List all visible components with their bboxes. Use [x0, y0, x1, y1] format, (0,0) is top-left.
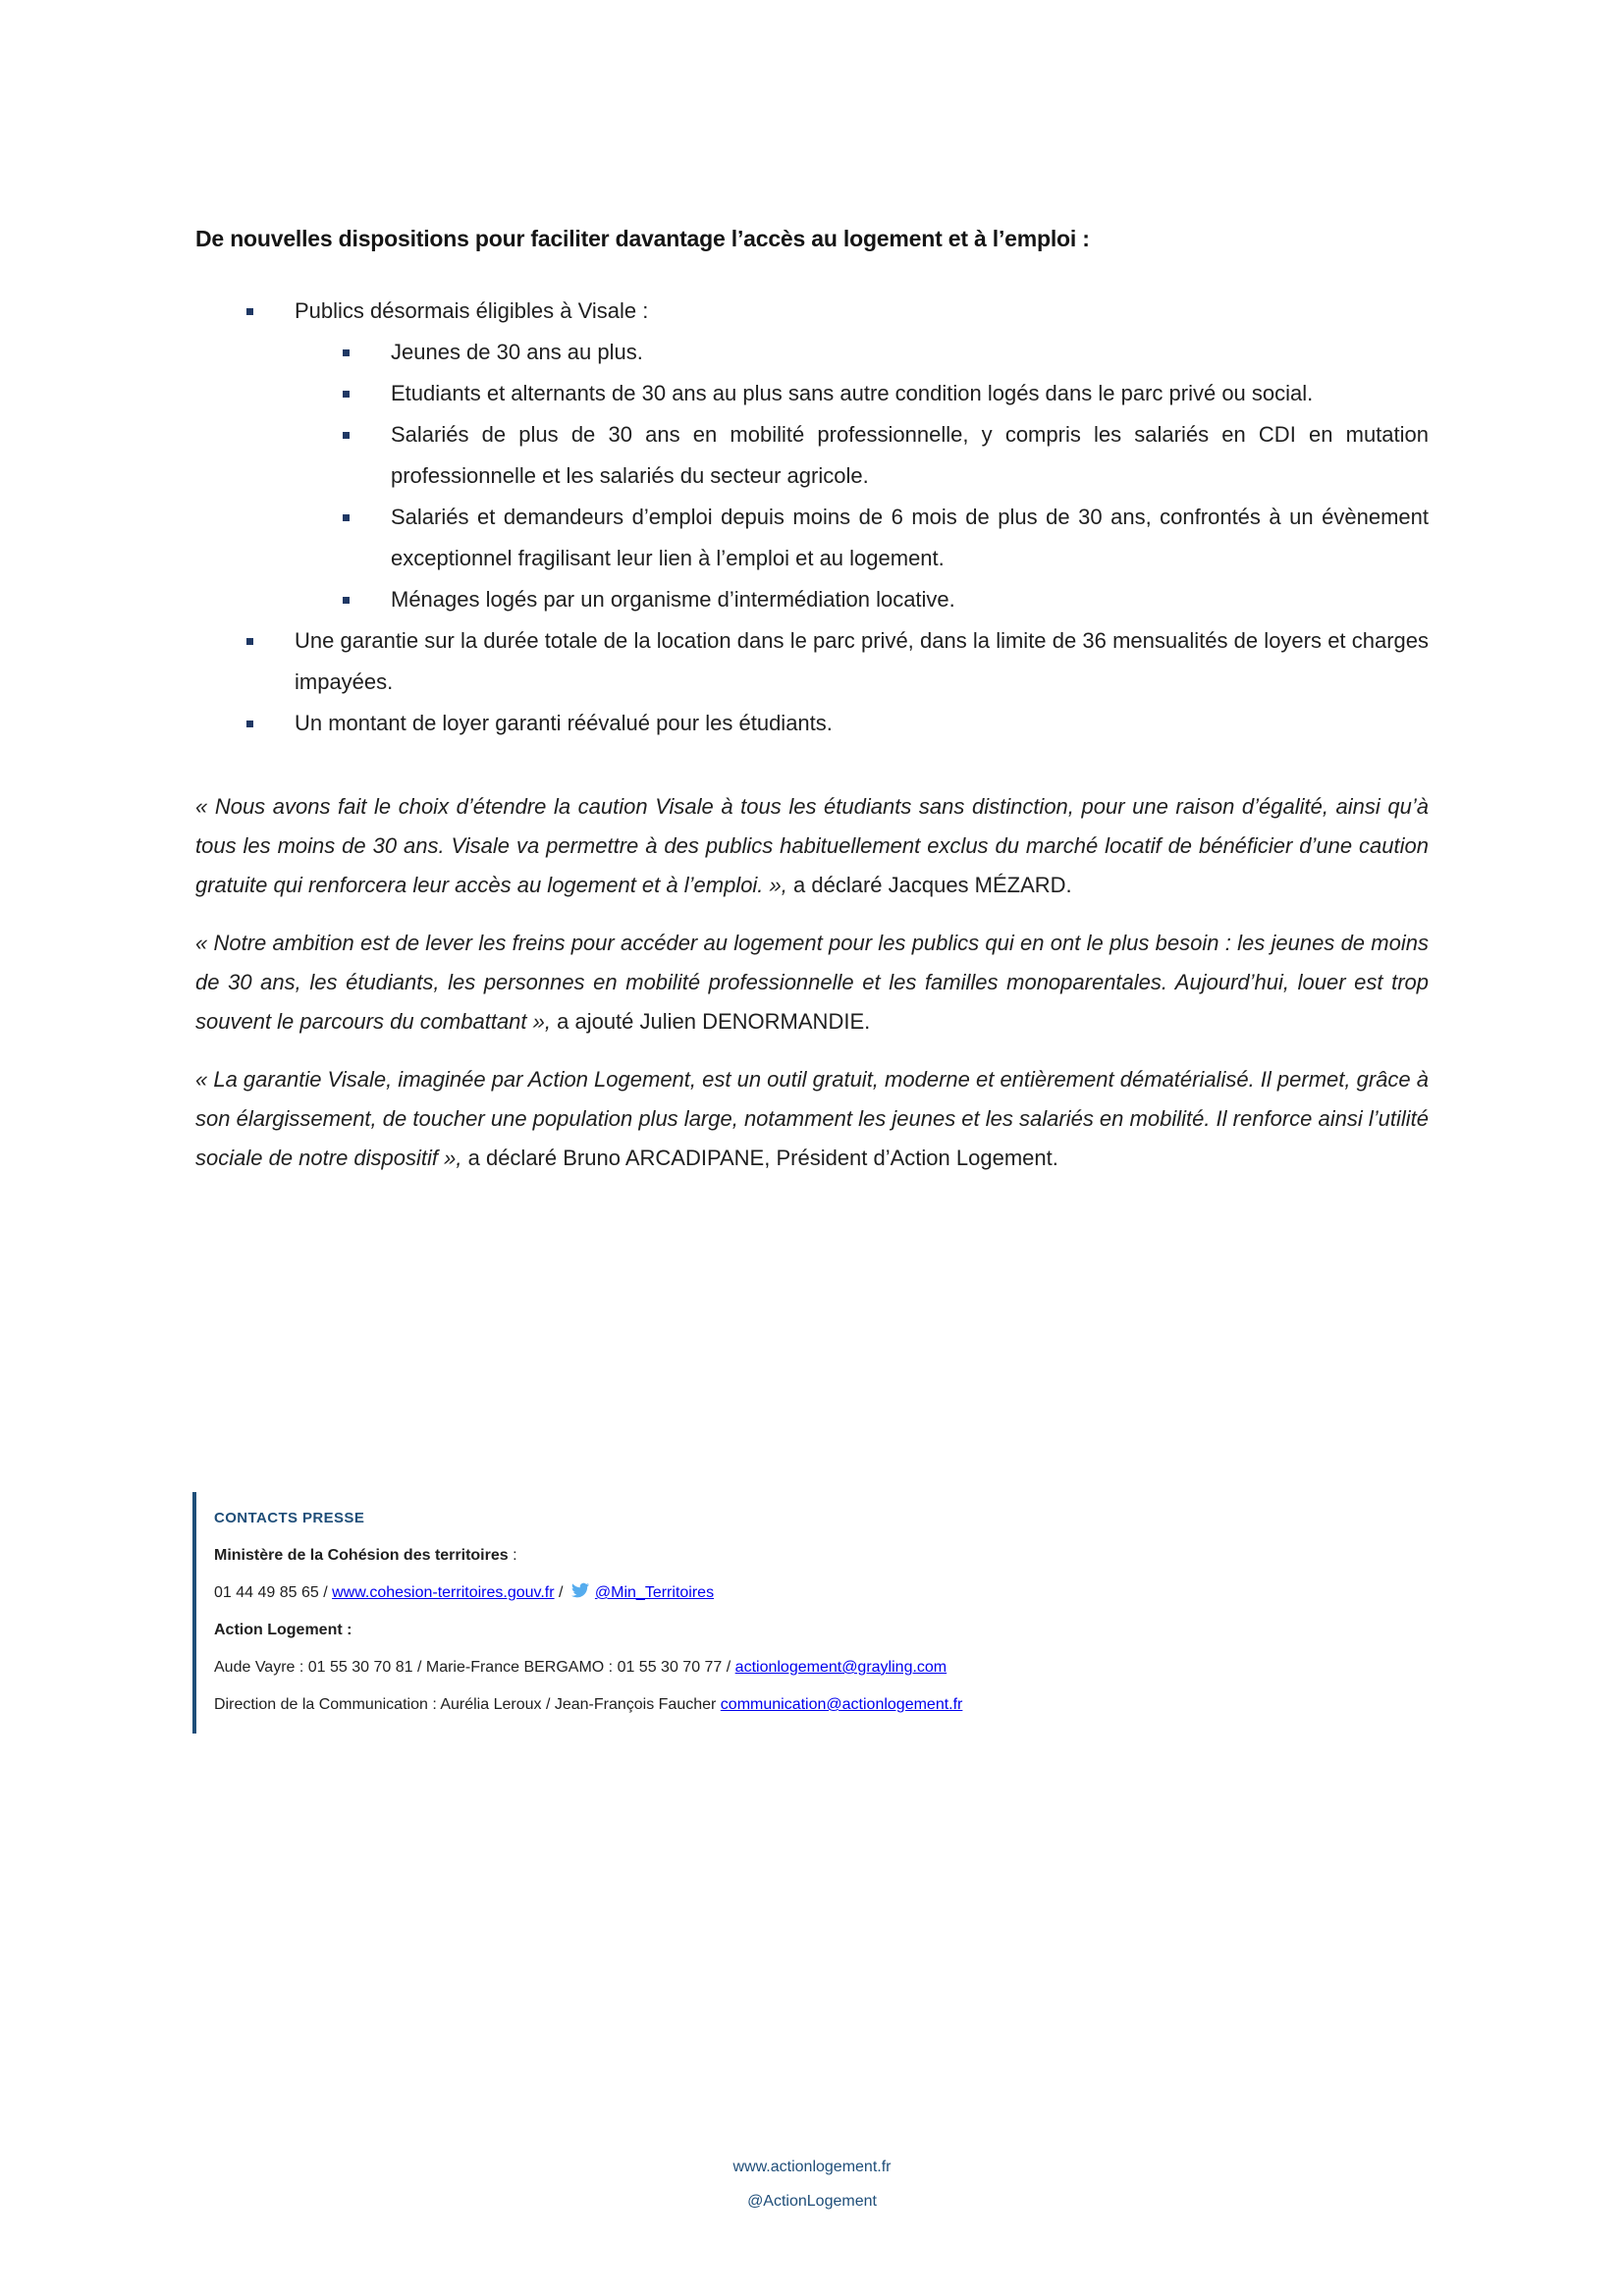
twitter-icon — [569, 1576, 591, 1594]
eligibility-list — [195, 291, 1429, 744]
sub-list-item-demandeurs-emploi — [195, 497, 1429, 579]
action-logement-label: Action Logement : — [214, 1622, 352, 1638]
quote-text: « La garantie Visale, imaginée par Action Logement, est un outil gratuit, moderne et entièrement dématérialisé. Il permet, grâce à son élargissement, de toucher une population plus large, notamment les jeunes et les salariés en mobilité. Il renforce ainsi l’utilité sociale de notre dispositif », — [195, 1067, 1429, 1170]
bullet-square-icon — [246, 721, 253, 727]
bullet-square-icon — [343, 597, 350, 604]
contacts-heading: CONTACTS PRESSE — [214, 1510, 365, 1526]
action-logement-contacts: Aude Vayre : 01 55 30 70 81 / Marie-France BERGAMO : 01 55 30 70 77 / — [214, 1659, 735, 1676]
document-body — [195, 224, 1429, 1197]
communication-line — [214, 1686, 1382, 1724]
quote-text: « Nous avons fait le choix d’étendre la caution Visale à tous les étudiants sans distinction, pour une raison d’égalité, ainsi qu’à tous les moins de 30 ans. Visale va permettre à des publics habituellement exclus du marché locatif de bénéficier d’une caution gratuite qui renforcera leur accès au logement et à l’emploi. », — [195, 794, 1429, 897]
bullet-square-icon — [246, 308, 253, 315]
quote-arcadipane — [195, 1060, 1429, 1178]
footer-website-link[interactable]: www.actionlogement.fr — [732, 2159, 892, 2175]
footer-twitter-handle[interactable]: @ActionLogement — [747, 2193, 877, 2210]
sub-list-item-menages — [195, 579, 1429, 620]
ministry-name: Ministère de la Cohésion des territoires — [214, 1547, 509, 1564]
twitter-handle: @Min_Territoires — [594, 1584, 715, 1601]
page-title: De nouvelles dispositions pour faciliter davantage l’accès au logement et à l’emploi : — [195, 226, 1090, 251]
list-item-label: Publics désormais éligibles à Visale : — [295, 298, 649, 323]
bullet-square-icon — [343, 432, 350, 439]
bullet-square-icon — [343, 391, 350, 398]
ministry-website-link[interactable]: www.cohesion-territoires.gouv.fr — [332, 1584, 555, 1601]
sub-list-item-label: Etudiants et alternants de 30 ans au plus sans autre condition logés dans le parc privé ou social. — [391, 381, 1314, 405]
ministry-phone: 01 44 49 85 65 / — [214, 1584, 333, 1601]
quote-mezard — [195, 787, 1429, 905]
quote-attribution: a déclaré Bruno ARCADIPANE, Président d’Action Logement. — [461, 1146, 1058, 1170]
page-footer — [0, 2150, 1624, 2218]
quotes-section — [195, 787, 1429, 1178]
ministry-contact-line — [214, 1575, 1382, 1612]
list-item-garantie — [195, 620, 1429, 703]
action-logement-contact-line — [214, 1649, 1382, 1686]
separator-text: / — [554, 1584, 568, 1601]
quote-denormandie — [195, 924, 1429, 1041]
bullet-square-icon — [343, 349, 350, 356]
list-item-montant — [195, 703, 1429, 744]
grayling-email-link[interactable]: actionlogement@grayling.com — [734, 1659, 947, 1676]
sub-list-item-salaries-mobilite — [195, 414, 1429, 497]
ministry-name-line — [214, 1537, 1382, 1575]
sub-list-item-label: Salariés de plus de 30 ans en mobilité professionnelle, y compris les salariés en CDI en mutation professionnelle et les salariés du secteur agricole. — [391, 422, 1429, 488]
communication-email-link[interactable]: communication@actionlogement.fr — [720, 1696, 963, 1713]
press-contacts-panel — [192, 1492, 1382, 1734]
quote-attribution: a ajouté Julien DENORMANDIE. — [551, 1009, 871, 1034]
sub-list-item-etudiants — [195, 373, 1429, 414]
list-item-label: Un montant de loyer garanti réévalué pour les étudiants. — [295, 711, 833, 735]
bullet-square-icon — [246, 638, 253, 645]
quote-attribution: a déclaré Jacques MÉZARD. — [786, 873, 1072, 897]
ministry-colon: : — [508, 1547, 517, 1564]
list-item-publics — [195, 291, 1429, 332]
bullet-square-icon — [343, 514, 350, 521]
sub-list-item-jeunes — [195, 332, 1429, 373]
sub-list-item-label: Salariés et demandeurs d’emploi depuis moins de 6 mois de plus de 30 ans, confrontés à un évènement exceptionnel fragilisant leur lien à l’emploi et au logement. — [391, 505, 1429, 570]
quote-text: « Notre ambition est de lever les freins pour accéder au logement pour les publics qui en ont le plus besoin : les jeunes de moins de 30 ans, les étudiants, les personnes en mobilité professionnelle et les familles monoparentales. Aujourd’hui, louer est trop souvent le parcours du combattant », — [195, 931, 1429, 1034]
ministry-twitter-link[interactable] — [568, 1584, 714, 1601]
sub-list-item-label: Jeunes de 30 ans au plus. — [391, 340, 643, 364]
list-item-label: Une garantie sur la durée totale de la location dans le parc privé, dans la limite de 36 mensualités de loyers et charges impayées. — [295, 628, 1429, 694]
communication-contacts: Direction de la Communication : Aurélia Leroux / Jean-François Faucher — [214, 1696, 721, 1713]
sub-list-item-label: Ménages logés par un organisme d’intermédiation locative. — [391, 587, 955, 612]
